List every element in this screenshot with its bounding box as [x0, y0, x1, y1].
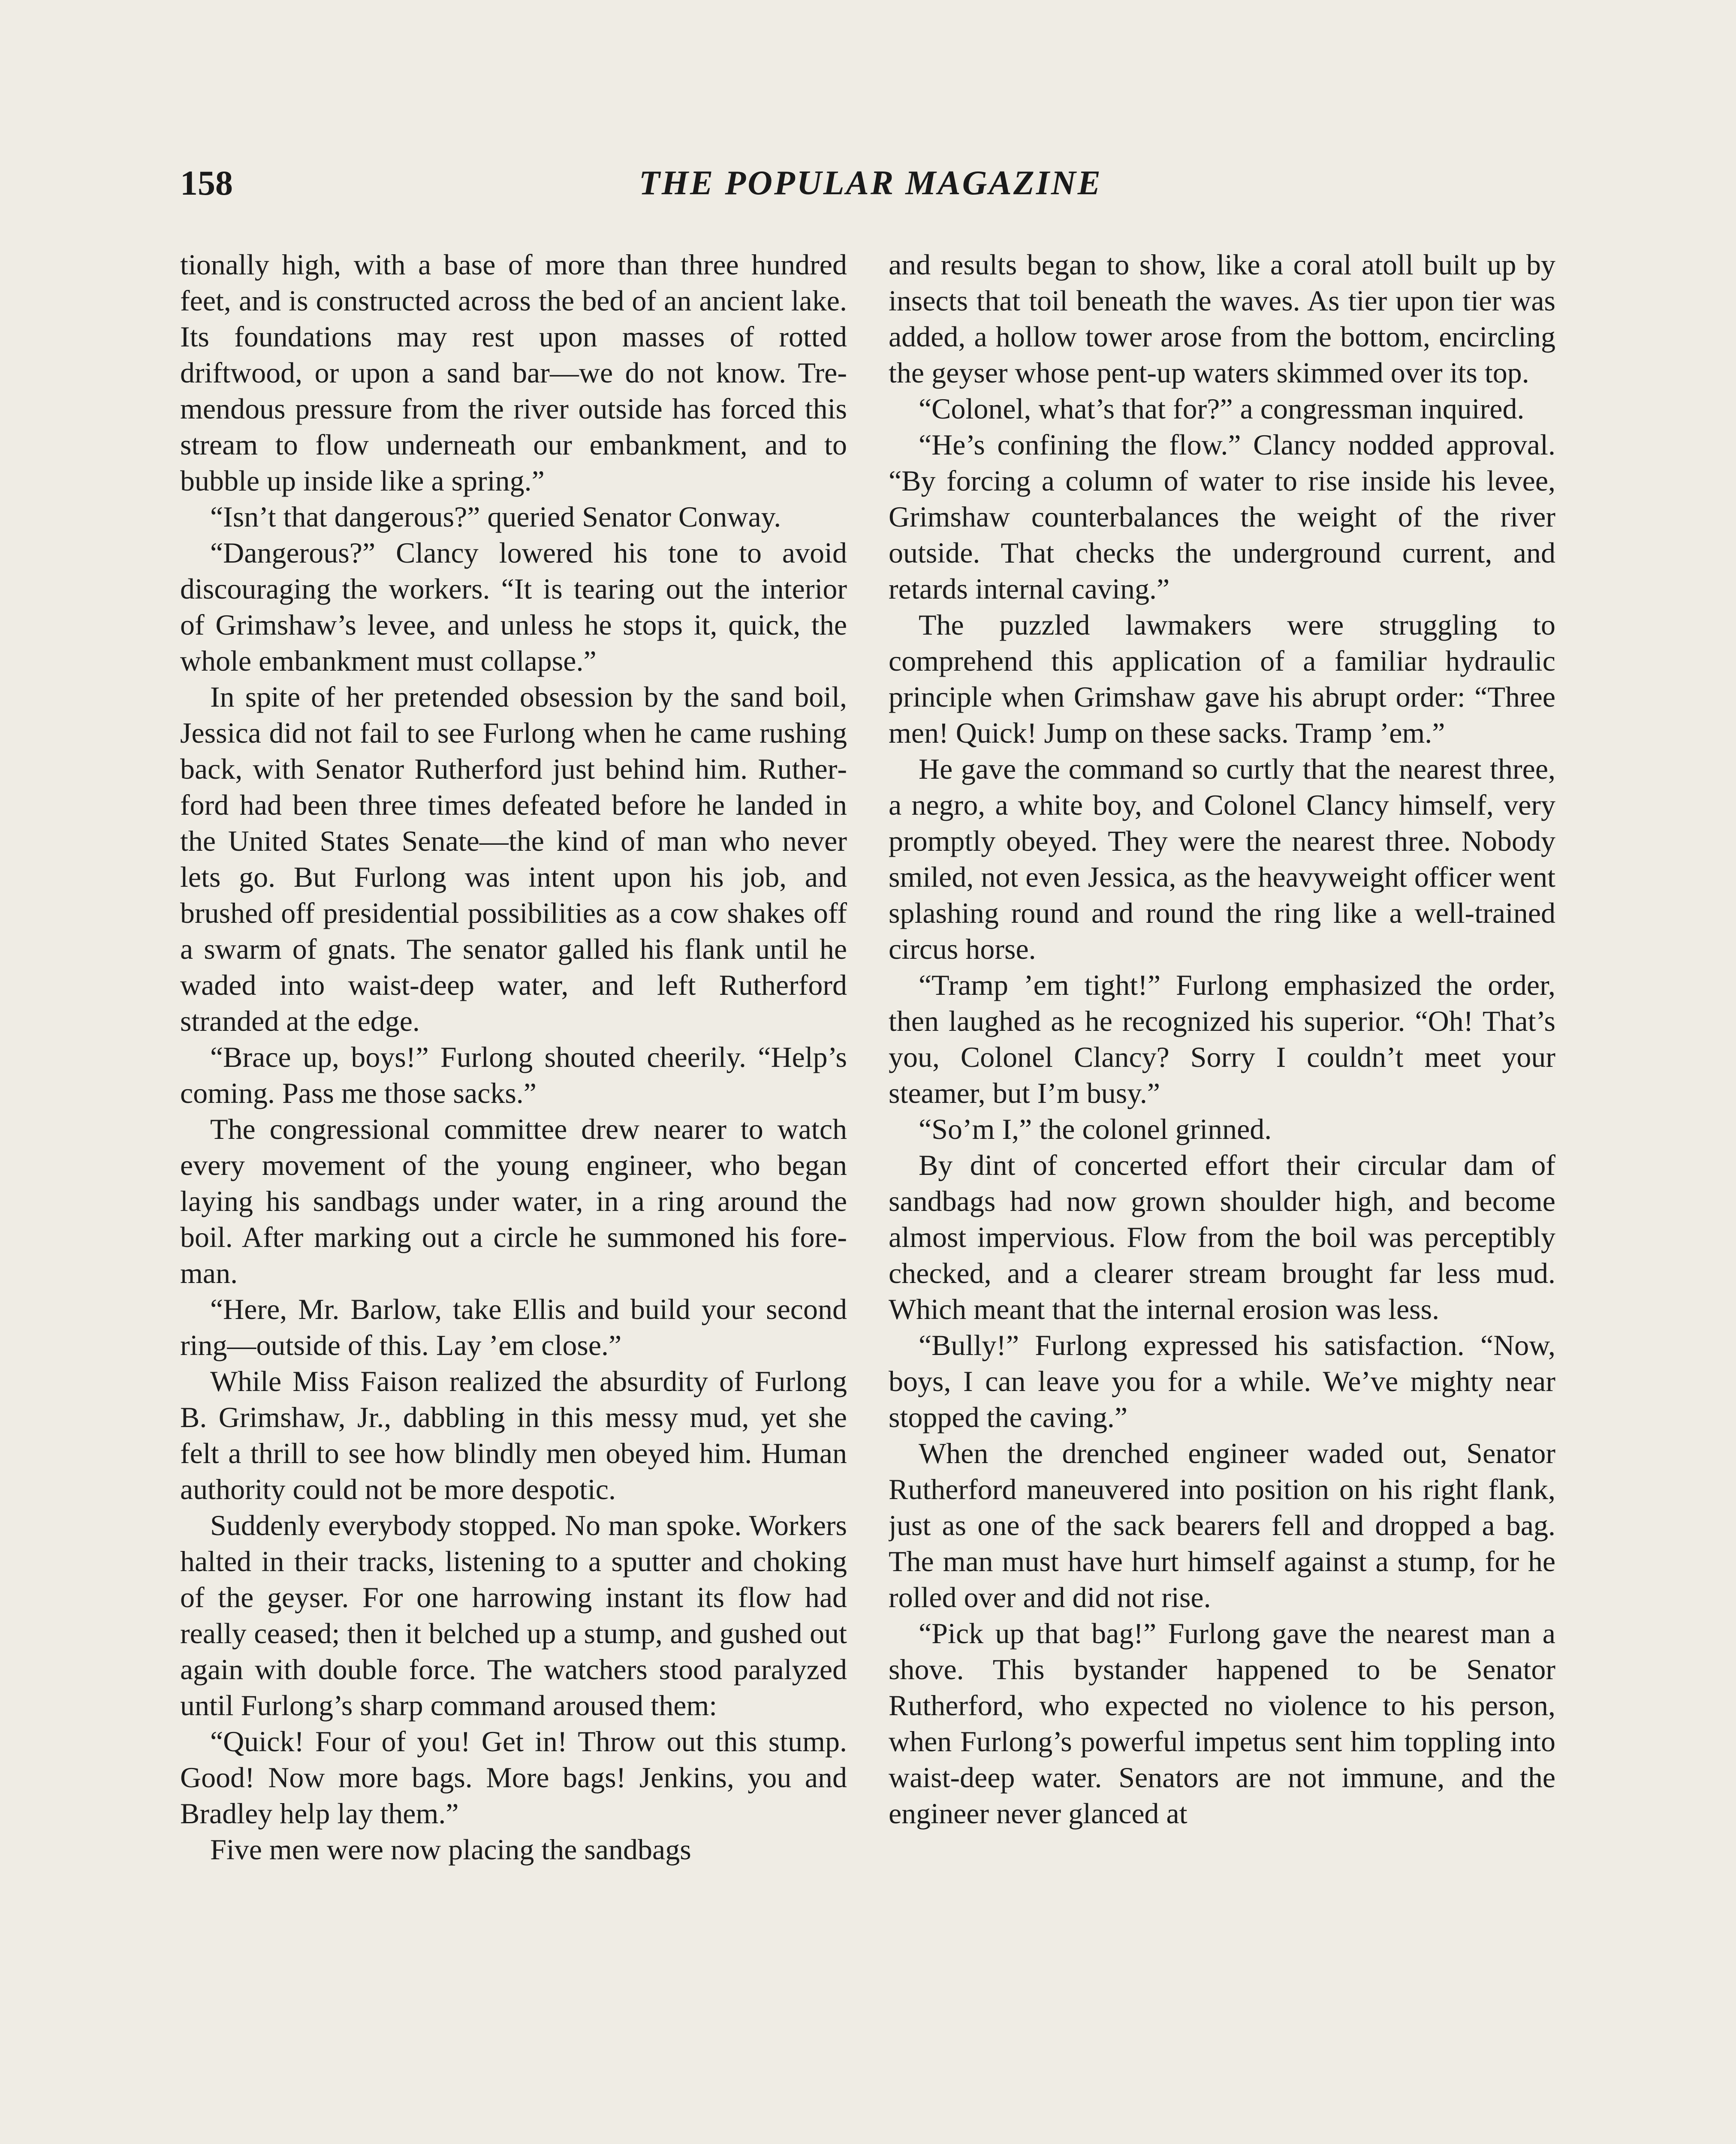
paragraph: By dint of concerted effort their circular dam of sandbags had now grown shoulder high, and become almost impervious. Flow from the boil was perceptibly checked, and a clearer stream brought far less mud. Which meant that the internal erosion was less.	[889, 1149, 1555, 1325]
paragraph: He gave the command so curtly that the nearest three, a negro, a white boy, and Colonel Clancy himself, very promptly obeyed. They were the nearest three. Nobody smiled, not even Jessica, as the heavyweight officer went splashing round and round the ring like a well-trained circus horse.	[889, 753, 1555, 965]
paragraph: When the drenched engineer waded out, Senator Rutherford maneuvered into position on his right flank, just as one of the sack bearers fell and dropped a bag. The man must have hurt himself against a stump, for he rolled over and did not rise.	[889, 1437, 1555, 1614]
paragraph: “Tramp ’em tight!” Furlong emphasized the order, then laughed as he recognized his superior. “Oh! That’s you, Colonel Clancy? Sorry I couldn’t meet your steamer, but I’m busy.”	[889, 969, 1555, 1109]
paragraph: “He’s confining the flow.” Clancy nodded approval. “By forcing a column of water to rise inside his levee, Grimshaw counterbalances the weight of the river outside. That checks the underground current, and retards internal caving.”	[889, 428, 1555, 605]
paragraph: “Pick up that bag!” Furlong gave the nearest man a shove. This bystander happened to be Senator Rutherford, who expected no violence to his person, when Furlong’s powerful impetus sent him toppling into waist-deep water. Senators are not immune, and the engineer never glanced at	[889, 1617, 1555, 1830]
right-text-column	[889, 247, 1555, 2144]
paragraph: “Brace up, boys!” Furlong shouted cheerily. “Help’s coming. Pass me those sacks.”	[180, 1041, 847, 1109]
paragraph: “Here, Mr. Barlow, take Ellis and build your second ring—outside of this. Lay ’em close.”	[180, 1293, 847, 1361]
running-title: THE POPULAR MAGAZINE	[639, 164, 1103, 202]
paragraph: In spite of her pretended obsession by the sand boil, Jessica did not fail to see Furlong when he came rushing back, with Senator Rutherford just behind him. Rutherford had been three times defeated before he landed in the United States Senate—the kind of man who never lets go. But Furlong was intent upon his job, and brushed off presidential possibilities as a cow shakes off a swarm of gnats. The senator galled his flank until he waded into waist-deep water, and left Rutherford stranded at the edge.	[180, 681, 847, 1037]
paragraph: The puzzled lawmakers were struggling to comprehend this application of a familiar hydraulic principle when Grimshaw gave his abrupt order: “Three men! Quick! Jump on these sacks. Tramp ’em.”	[889, 608, 1555, 749]
paragraph: “Colonel, what’s that for?” a congressman inquired.	[919, 392, 1525, 425]
paragraph: and results began to show, like a coral atoll built up by insects that toil beneath the waves. As tier upon tier was added, a hollow tower arose from the bottom, encircling the geyser whose pent-up waters skimmed over its top.	[889, 248, 1555, 389]
paragraph: Suddenly everybody stopped. No man spoke. Workers halted in their tracks, listening to a sputter and choking of the geyser. For one harrowing instant its flow had really ceased; then it belched up a stump, and gushed out again with double force. The watchers stood paralyzed until Furlong’s sharp command aroused them:	[180, 1509, 847, 1722]
page-number: 158	[180, 163, 233, 202]
left-text-column	[180, 247, 847, 2144]
paragraph: The congressional committee drew nearer to watch every movement of the young engineer, who began laying his sandbags under water, in a ring around the boil. After marking out a circle he summoned his foreman.	[180, 1113, 847, 1289]
paragraph: tionally high, with a base of more than three hundred feet, and is constructed across the bed of an ancient lake. Its foundations may rest upon masses of rotted driftwood, or upon a sand bar—we do not know. Tremendous pressure from the river outside has forced this stream to flow underneath our embankment, and to bubble up inside like a spring.”	[180, 248, 847, 497]
paragraph: “Bully!” Furlong expressed his satisfaction. “Now, boys, I can leave you for a while. We’ve mighty near stopped the caving.”	[889, 1329, 1555, 1433]
paragraph: “Dangerous?” Clancy lowered his tone to avoid discouraging the workers. “It is tearing out the interior of Grimshaw’s levee, and unless he stops it, quick, the whole embankment must collapse.”	[180, 536, 847, 677]
paragraph: “So’m I,” the colonel grinned.	[919, 1113, 1272, 1145]
page-header	[180, 160, 1561, 207]
paragraph: Five men were now placing the sandbags	[210, 1833, 691, 1866]
paragraph: “Isn’t that dangerous?” queried Senator Conway.	[210, 500, 781, 533]
paragraph: “Quick! Four of you! Get in! Throw out this stump. Good! Now more bags. More bags! Jenkins, you and Bradley help lay them.”	[180, 1725, 847, 1830]
paragraph: While Miss Faison realized the absurdity of Furlong B. Grimshaw, Jr., dabbling in this messy mud, yet she felt a thrill to see how blindly men obeyed him. Human authority could not be more despotic.	[180, 1365, 847, 1506]
